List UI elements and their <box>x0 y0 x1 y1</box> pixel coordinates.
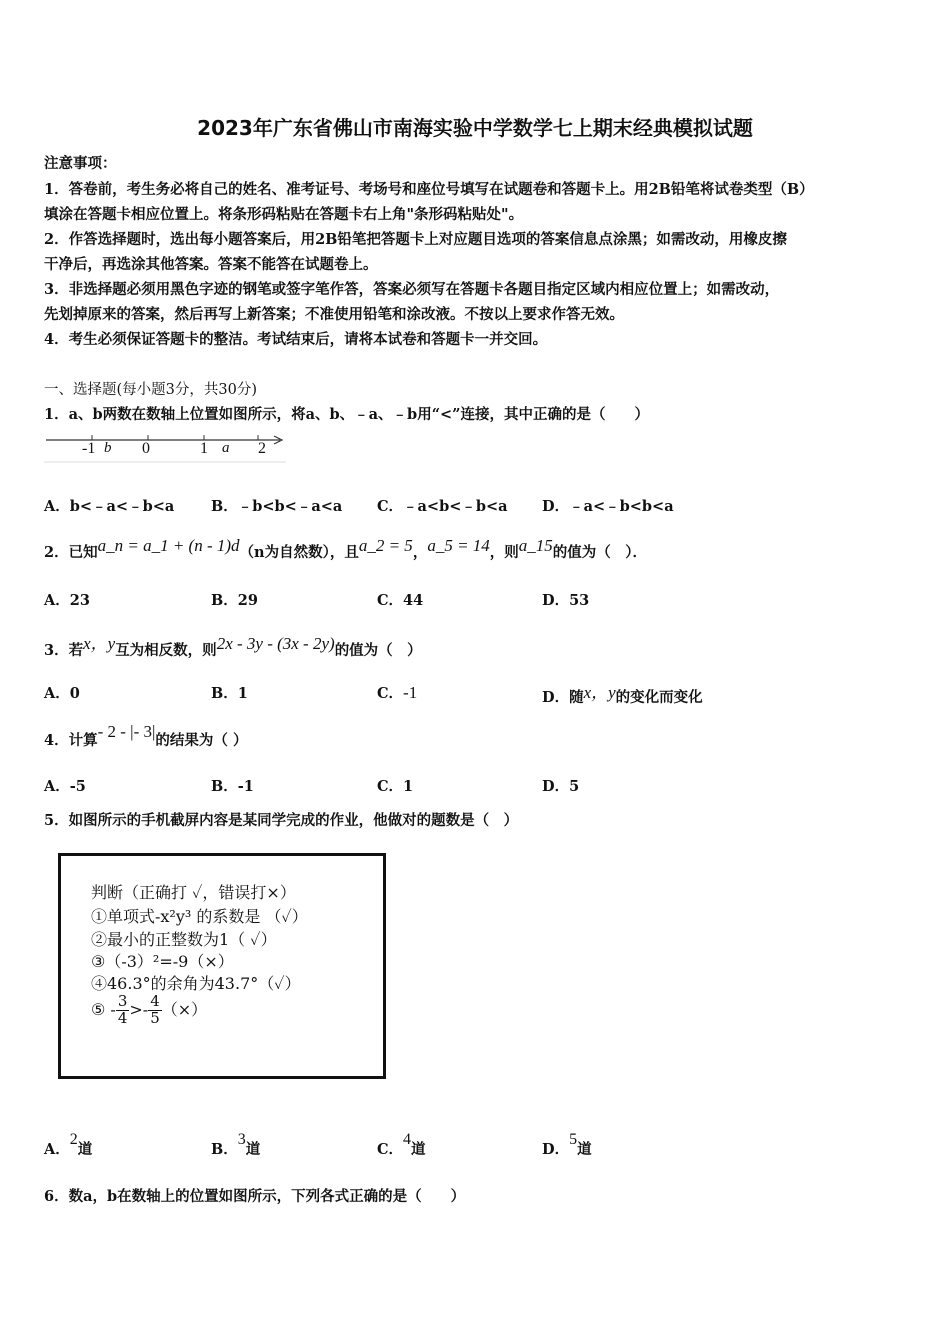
q3-option-a[interactable]: A．0 <box>44 685 80 702</box>
q6-stem: 6．数a，b在数轴上的位置如图所示，下列各式正确的是（ ） <box>44 1188 466 1205</box>
q4-option-b[interactable]: B．-1 <box>211 778 254 795</box>
note-line: 先划掉原来的答案，然后再写上新答案；不准使用铅笔和涂改液。不按以上要求作答无效。 <box>44 306 624 323</box>
axis-label: -1 <box>82 440 96 457</box>
q2-option-d[interactable]: D．53 <box>542 592 590 609</box>
q4-option-d[interactable]: D．5 <box>542 778 580 795</box>
q5-option-c[interactable]: C．4道 <box>377 1131 426 1158</box>
note-line: 1．答卷前，考生务必将自己的姓名、准考证号、考场号和座位号填写在试题卷和答题卡上。用2B铅笔将试卷类型（B） <box>44 181 814 198</box>
q2-condition-2: a_5 = 14 <box>427 536 490 555</box>
axis-label: 0 <box>142 440 150 457</box>
q5-stem: 5．如图所示的手机截屏内容是某同学完成的作业，他做对的题数是（ ） <box>44 812 519 829</box>
q3-expression: 2x - 3y - (3x - 2y) <box>216 634 335 653</box>
note-line: 2．作答选择题时，选出每小题答案后，用2B铅笔把答题卡上对应题目选项的答案信息点涂黑；如需改动，用橡皮擦 <box>44 231 787 248</box>
card-line: ③（-3）²=-9（×） <box>91 952 234 971</box>
axis-label: 1 <box>200 440 208 457</box>
q3-option-d[interactable]: D．随x，y的变化而变化 <box>542 683 703 706</box>
card-line: ⑤ - $\frac{3}{4}$ >- $\frac{4}{5}$ （×） <box>91 992 208 1027</box>
q1-option-c[interactable]: C．﹣a<b<﹣b<a <box>377 498 508 515</box>
q1-stem: 1．a、b两数在数轴上位置如图所示，将a、b、﹣a、﹣b用“<”连接，其中正确的是（ ） <box>44 406 650 423</box>
note-line: 3．非选择题必须用黑色字迹的钢笔或签字笔作答，答案必须写在答题卡各题目指定区域内相应位置上；如需改动， <box>44 281 780 298</box>
q2-option-c[interactable]: C．44 <box>377 592 424 609</box>
axis-label: 2 <box>258 440 266 457</box>
note-line: 4．考生必须保证答题卡的整洁。考试结束后，请将本试卷和答题卡一并交回。 <box>44 331 548 348</box>
homework-screenshot <box>58 853 386 1079</box>
note-line: 填涂在答题卡相应位置上。将条形码粘贴在答题卡右上角"条形码粘贴处"。 <box>44 206 524 223</box>
q3-stem: 3．若x，y互为相反数，则2x - 3y - (3x - 2y)的值为（ ） <box>44 634 422 659</box>
q2-target: a_15 <box>518 536 553 555</box>
q4-expression: - 2 - |- 3| <box>97 722 156 741</box>
number-line-figure <box>44 430 286 464</box>
q2-stem: 2．已知a_n = a_1 + (n - 1)d（n为自然数），且a_2 = 5，a_5 = 14，则a_15的值为（ ）． <box>44 536 648 561</box>
axis-label: a <box>222 440 230 456</box>
section-heading: 一、选择题(每小题3分，共30分) <box>44 382 257 398</box>
q5-option-a[interactable]: A．2道 <box>44 1131 93 1158</box>
q4-option-c[interactable]: C．1 <box>377 778 414 795</box>
card-line: ④46.3°的余角为43.7°（✓） <box>91 974 301 993</box>
card-line: ①单项式-x²y³ 的系数是 （✓） <box>91 907 308 926</box>
q2-option-a[interactable]: A．23 <box>44 592 90 609</box>
q3-option-b[interactable]: B．1 <box>211 685 248 702</box>
page-title: 2023年广东省佛山市南海实验中学数学七上期末经典模拟试题 <box>197 116 753 140</box>
q3-option-c[interactable]: C．-1 <box>377 683 418 702</box>
q4-option-a[interactable]: A．-5 <box>44 778 86 795</box>
card-heading: 判断（正确打 ✓，错误打×） <box>91 883 296 902</box>
notes-heading: 注意事项： <box>44 155 117 172</box>
q1-option-b[interactable]: B．﹣b<b<﹣a<a <box>211 498 343 515</box>
card-line: ②最小的正整数为1（ ✓） <box>91 930 277 949</box>
q2-option-b[interactable]: B．29 <box>211 592 258 609</box>
q5-option-d[interactable]: D．5道 <box>542 1131 592 1158</box>
q1-option-d[interactable]: D．﹣a<﹣b<b<a <box>542 498 674 515</box>
q5-option-b[interactable]: B．3道 <box>211 1131 261 1158</box>
q4-stem: 4．计算- 2 - |- 3|的结果为（ ） <box>44 722 248 749</box>
axis-label: b <box>104 440 112 456</box>
q2-condition-1: a_2 = 5 <box>358 536 413 555</box>
q1-option-a[interactable]: A．b<﹣a<﹣b<a <box>44 498 175 515</box>
note-line: 干净后，再选涂其他答案。答案不能答在试题卷上。 <box>44 256 378 273</box>
q2-formula: a_n = a_1 + (n - 1)d <box>97 536 240 555</box>
